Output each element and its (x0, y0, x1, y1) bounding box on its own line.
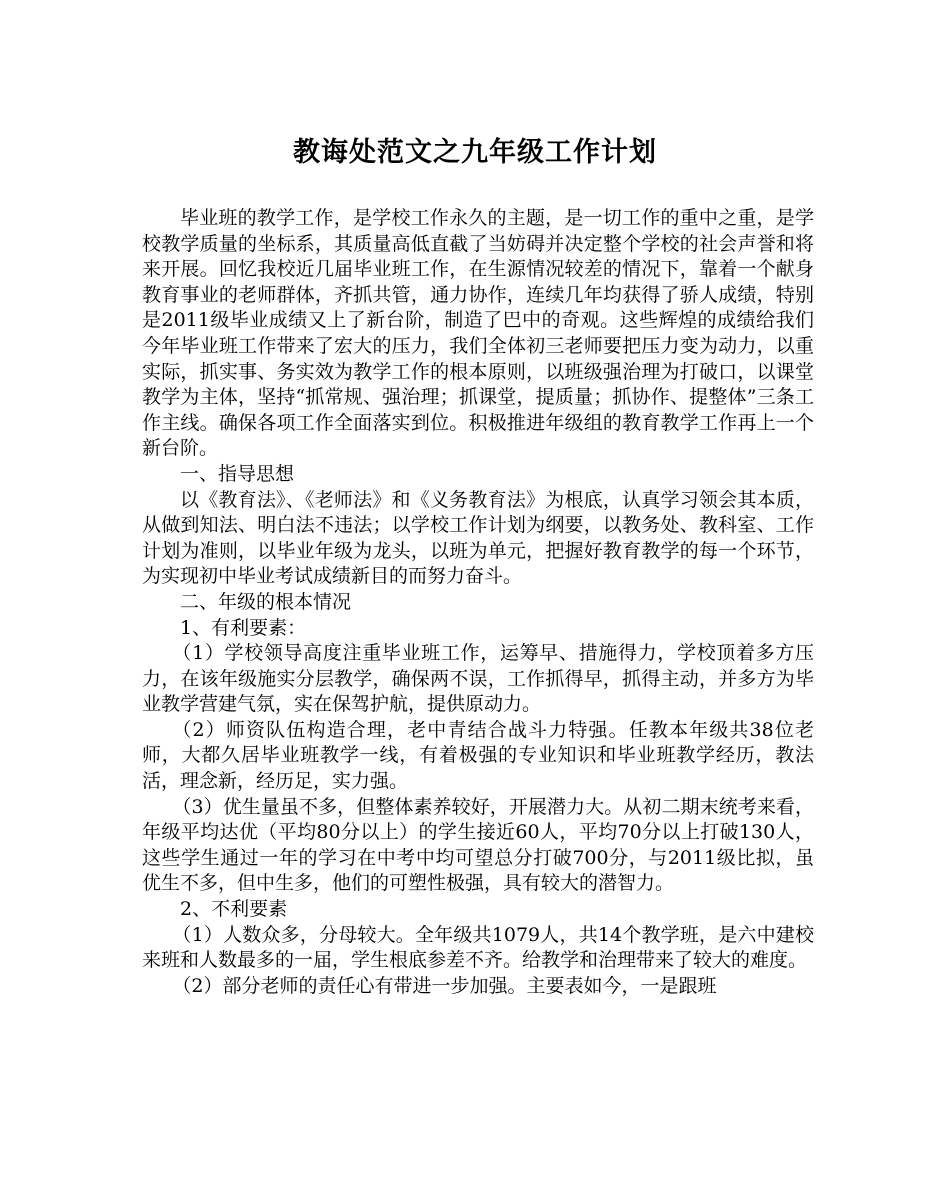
intro-paragraph: 毕业班的教学工作，是学校工作永久的主题，是一切工作的重中之重，是学校教学质量的坐标系，其质量高低直截了当妨碍并决定整个学校的社会声誉和将来开展。回忆我校近几届毕业班工作，在生源情况较差的情况下，靠着一个献身教育事业的老师群体，齐抓共管，通力协作，连续几年均获得了骄人成绩，特别是2011级毕业成绩又上了新台阶，制造了巴中的奇观。这些辉煌的成绩给我们今年毕业班工作带来了宏大的压力，我们全体初三老师要把压力变为动力，以重实际，抓实事、务实效为教学工作的根本原则，以班级强治理为打破口，以课堂教学为主体，坚持“抓常规、强治理；抓课堂，提质量；抓协作、提整体”三条工作主线。确保各项工作全面落实到位。积极推进年级组的教育教学工作再上一个新台阶。 (142, 207, 814, 460)
subsection-heading-favorable-factors: 1、有利要素： (180, 616, 307, 639)
guiding-thought-paragraph: 以《教育法》、《老师法》和《义务教育法》为根底，认真学习领会其本质，从做到知法、明白法不违法；以学校工作计划为纲要，以教务处、教科室、工作计划为准则，以毕业年级为龙头，以班为单元，把握好教育教学的每一个环节，为实现初中毕业考试成绩新目的而努力奋斗。 (142, 488, 814, 588)
subsection-heading-unfavorable-factors: 2、不利要素 (180, 898, 288, 921)
document-body (142, 206, 814, 999)
unfavorable-factor-2: （2）部分老师的责任心有带进一步加强。主要表如今，一是跟班 (172, 974, 717, 997)
favorable-factor-1: （1）学校领导高度注重毕业班工作，运筹早、措施得力，学校顶着多方压力，在该年级施实分层教学，确保两不误，工作抓得早，抓得主动，并多方为毕业教学营建气氛，实在保驾护航，提供原动力。 (142, 642, 814, 716)
unfavorable-factor-1: （1）人数众多，分母较大。全年级共1079人，共14个教学班，是六中建校来班和人数最多的一届，学生根底参差不齐。给教学和治理带来了较大的难度。 (142, 923, 814, 972)
section-heading-guiding-thought: 一、指导思想 (180, 462, 295, 485)
favorable-factor-2: （2）师资队伍构造合理，老中青结合战斗力特强。任教本年级共38位老师，大都久居毕业班教学一线，有着极强的专业知识和毕业班教学经历，教法活，理念新，经历足，实力强。 (142, 718, 814, 793)
section-heading-grade-situation: 二、年级的根本情况 (180, 590, 352, 613)
document-title: 教诲处范文之九年级工作计划 (293, 137, 657, 168)
favorable-factor-3: （3）优生量虽不多，但整体素养较好，开展潜力大。从初二期末统考来看，年级平均达优（平均80分以上）的学生接近60人，平均70分以上打破130人，这些学生通过一年的学习在中考中均可望总分打破700分，与2011级比拟，虽优生不多，但中生多，他们的可塑性极强，具有较大的潜智力。 (142, 795, 814, 895)
